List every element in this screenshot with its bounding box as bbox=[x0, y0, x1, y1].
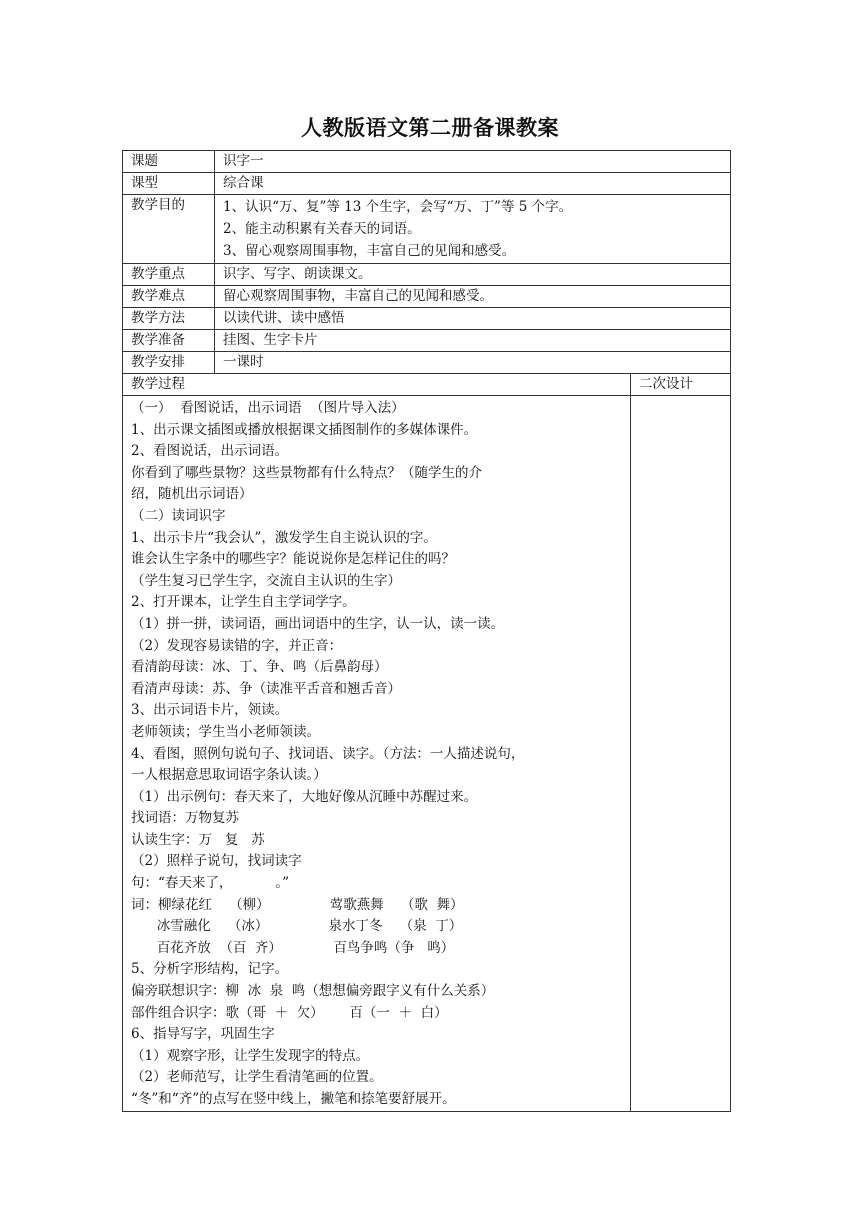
process-line: 句：“春天来了， 。” bbox=[131, 875, 289, 892]
process-line: 认读生字：万 复 苏 bbox=[131, 831, 265, 848]
row-process-body bbox=[123, 396, 731, 1112]
process-line: 1、出示卡片“我会认”，激发学生自主说认识的字。 bbox=[131, 529, 437, 546]
process-line: 老师领读；学生当小老师领读。 bbox=[131, 723, 320, 740]
process-line: （学生复习已学生字，交流自主认识的生字） bbox=[131, 572, 401, 589]
process-header: 教学过程 bbox=[123, 374, 631, 396]
value-preparation: 挂图、生字卡片 bbox=[215, 330, 731, 352]
label-difficulties: 教学难点 bbox=[123, 286, 215, 308]
label-goals: 教学目的 bbox=[123, 195, 215, 264]
label-lesson-type: 课型 bbox=[123, 173, 215, 195]
value-topic: 识字一 bbox=[215, 151, 731, 173]
process-line: （一） 看图说话，出示词语 （图片导入法） bbox=[131, 400, 405, 416]
process-line: 2、打开课本，让学生自主学词学字。 bbox=[131, 594, 356, 611]
process-line: 部件组合识字：歌（哥 ＋ 欠） 百（一 ＋ 白） bbox=[131, 1004, 448, 1021]
process-line: 看清声母读：苏、争（读准平舌音和翘舌音） bbox=[131, 680, 401, 697]
process-line: 5、分析字形结构，记字。 bbox=[131, 961, 289, 978]
label-key-points: 教学重点 bbox=[123, 264, 215, 286]
process-line: （2）照样子说句，找词读字 bbox=[131, 853, 302, 870]
process-line: 看清韵母读：冰、丁、争、鸣（后鼻韵母） bbox=[131, 659, 388, 676]
process-line: （2）老师范写，让学生看清笔画的位置。 bbox=[131, 1069, 383, 1086]
process-line: 3、出示词语卡片，领读。 bbox=[131, 702, 289, 719]
label-topic: 课题 bbox=[123, 151, 215, 173]
label-methods: 教学方法 bbox=[123, 308, 215, 330]
process-line: （1）观察字形，让学生发现字的特点。 bbox=[131, 1047, 370, 1064]
value-schedule: 一课时 bbox=[215, 352, 731, 374]
process-line: 6、指导写字，巩固生字 bbox=[131, 1026, 275, 1043]
value-goals bbox=[215, 195, 731, 264]
label-schedule: 教学安排 bbox=[123, 352, 215, 374]
process-line: （1）出示例句：春天来了，大地好像从沉睡中苏醒过来。 bbox=[131, 788, 478, 805]
process-line: 偏旁联想识字：柳 冰 泉 鸣（想想偏旁跟字义有什么关系） bbox=[131, 983, 495, 1000]
row-methods bbox=[123, 308, 731, 330]
process-line: 冰雪融化 （冰） 泉水丁冬 （泉 丁） bbox=[131, 918, 463, 935]
goal-line: 2、能主动积累有关春天的词语。 bbox=[223, 221, 421, 237]
goal-line: 3、留心观察周围事物，丰富自己的见闻和感受。 bbox=[223, 243, 516, 259]
lesson-plan-table bbox=[122, 150, 731, 1112]
process-line: 绍，随机出示词语） bbox=[131, 486, 253, 503]
process-line: 4、看图，照例句说句子、找词语、读字。（方法：一人描述说句， bbox=[131, 745, 525, 762]
row-topic bbox=[123, 151, 731, 173]
process-line: （2）发现容易读错的字，并正音： bbox=[131, 637, 343, 654]
document-title: 人教版语文第二册备课教案 bbox=[301, 116, 559, 140]
process-line: 一人根据意思取词语字条认读。） bbox=[131, 767, 327, 784]
row-schedule bbox=[123, 352, 731, 374]
process-line: 你看到了哪些景物？这些景物都有什么特点？（随学生的介 bbox=[131, 464, 482, 481]
second-design-header: 二次设计 bbox=[631, 374, 731, 396]
value-lesson-type: 综合课 bbox=[215, 173, 731, 195]
value-difficulties: 留心观察周围事物，丰富自己的见闻和感受。 bbox=[215, 286, 731, 308]
value-key-points: 识字、写字、朗读课文。 bbox=[215, 264, 731, 286]
process-line: “冬”和“齐”的点写在竖中线上，撇笔和捺笔要舒展开。 bbox=[131, 1091, 456, 1107]
row-difficulties bbox=[123, 286, 731, 308]
process-body bbox=[123, 396, 631, 1112]
process-line: 谁会认生字条中的哪些字？能说说你是怎样记住的吗？ bbox=[131, 551, 455, 568]
goal-line: 1、认识“万、复”等 13 个生字，会写“万、丁”等 5 个字。 bbox=[223, 199, 573, 215]
process-line: 找词语：万物复苏 bbox=[131, 810, 239, 827]
second-design-body bbox=[631, 396, 731, 1112]
process-line: （二）读词识字 bbox=[131, 507, 226, 524]
process-line: 百花齐放 （百 齐） 百鸟争鸣（争 鸣） bbox=[131, 939, 455, 956]
process-line: 2、看图说话，出示词语。 bbox=[131, 443, 289, 460]
process-line: （1）拼一拼，读词语，画出词语中的生字，认一认，读一读。 bbox=[131, 615, 505, 632]
process-line: 1、出示课文插图或播放根据课文插图制作的多媒体课件。 bbox=[131, 421, 478, 438]
process-line: 词：柳绿花红 （柳） 莺歌燕舞 （歌 舞） bbox=[131, 896, 464, 913]
row-preparation bbox=[123, 330, 731, 352]
label-preparation: 教学准备 bbox=[123, 330, 215, 352]
row-goals bbox=[123, 195, 731, 264]
row-process-header bbox=[123, 374, 731, 396]
value-methods: 以读代讲、读中感悟 bbox=[215, 308, 731, 330]
row-lesson-type bbox=[123, 173, 731, 195]
row-key-points bbox=[123, 264, 731, 286]
